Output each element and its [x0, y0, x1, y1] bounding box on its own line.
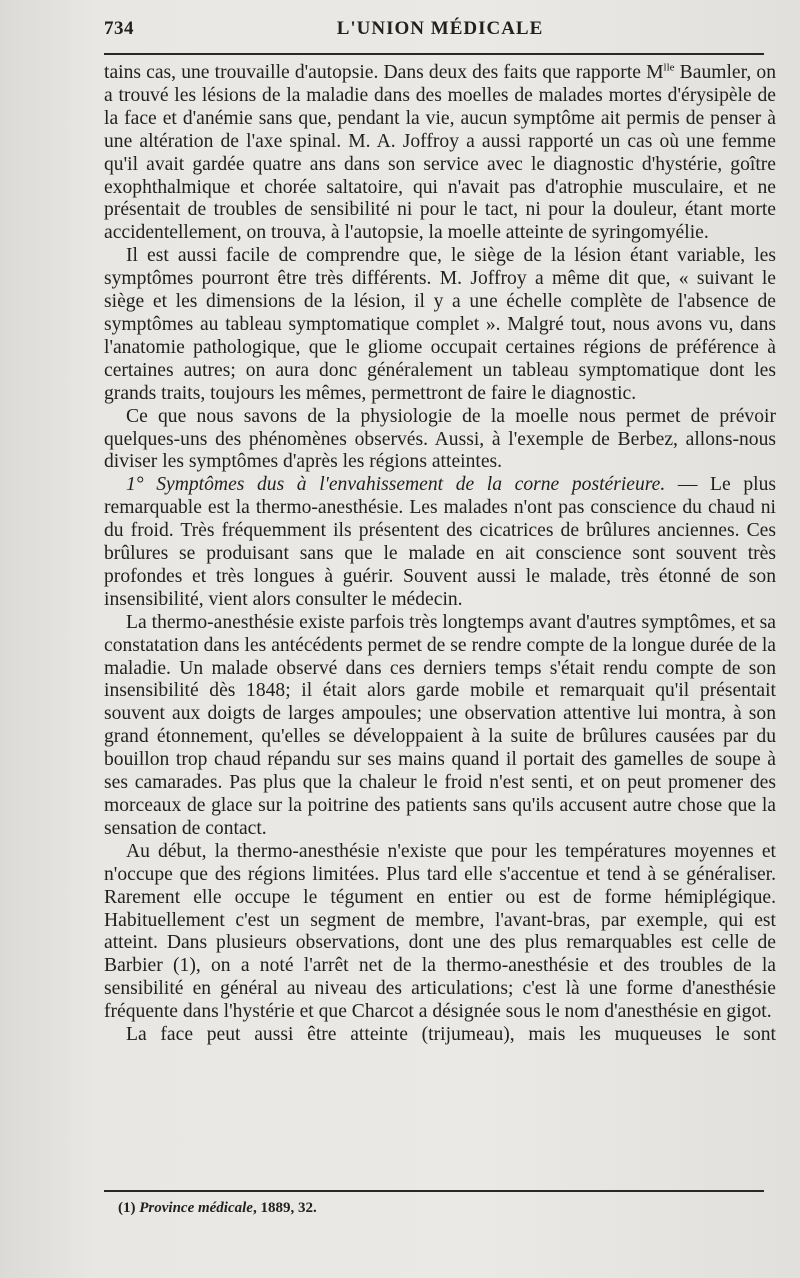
- paragraph-text: — Le plus remarquable est la thermo-anesthésie. Les malades n'ont pas conscience du chaud ni du froid. Très fréquemment ils présentent des cicatrices de brûlures anciennes. Ces brûlures se produisant sans que le malade en ait conscience sont souvent très profondes et très longues à guérir. Souvent aussi le malade, très étonné de son insensibilité, vient alors consulter le médecin.: [104, 474, 776, 610]
- paragraph: [104, 474, 776, 611]
- paragraph-text: Baumler, on a trouvé les lésions de la maladie dans des moelles de malades mortes d'érysipèle de la face et d'anémie sans que, pendant la vie, aucun symptôme ait permis de penser à une altération de l'axe spinal. M. A. Joffroy a aussi rapporté un cas où une femme qu'il avait gardée quatre ans dans son service avec le diagnostic d'hystérie, goître exophthalmique et chorée saltatoire, qui n'avait pas d'atrophie musculaire, et ne présentait de troubles de sensibilité ni pour le tact, ni pour la douleur, étant morte accidentellement, on trouva, à l'autopsie, la moelle atteinte de syringomyélie.: [104, 62, 776, 244]
- footnote-marker: (1): [118, 1200, 136, 1216]
- footnote: [118, 1200, 317, 1217]
- paragraph-text: Au début, la thermo-anesthésie n'existe que pour les températures moyennes et n'occupe que des régions limitées. Plus tard elle s'accentue et tend à se généraliser. Rarement elle occupe le tégument en entier ou est de forme hémiplégique. Habituellement c'est un segment de membre, l'avant-bras, par exemple, qui est atteint. Dans plusieurs observations, dont une des plus remarquables est celle de Barbier (1), on a noté l'arrêt net de la thermo-anesthésie et des troubles de la sensibilité en général au niveau des articulations; c'est là une forme d'anesthésie fréquente dans l'hystérie et que Charcot a désignée sous le nom d'anesthésie en gigot.: [104, 840, 776, 1023]
- paragraph: [104, 841, 776, 1024]
- header-rule: [104, 53, 764, 55]
- paragraph-text: Ce que nous savons de la physiologie de la moelle nous permet de prévoir quelques-uns des phénomènes observés. Aussi, à l'exemple de Berbez, allons-nous diviser les symptômes d'après les régions atteintes.: [104, 405, 776, 473]
- running-title: L'UNION MÉDICALE: [336, 18, 544, 39]
- superscript: lle: [663, 61, 675, 74]
- page-number: 734: [104, 18, 134, 39]
- running-header: [104, 14, 776, 48]
- paragraph: [104, 62, 776, 245]
- paragraph-text: La thermo-anesthésie existe parfois très longtemps avant d'autres symptômes, et sa constatation dans les antécédents permet de se rendre compte de la longue durée de la maladie. Un malade observé dans ces derniers temps s'était rendu compte de son insensibilité dès 1848; il était alors garde mobile et remarquait qu'il présentait souvent aux doigts de larges ampoules; une observation attentive lui montra, à son grand étonnement, qu'elles se développaient à la suite de brûlures causées par du bouillon trop chaud répandu sur ses mains quand il portait des gamelles de soupe à ses camarades. Pas plus que la chaleur le froid n'est senti, et on peut promener des morceaux de glace sur la poitrine des patients sans qu'ils accusent autre chose que la sensation de contact.: [104, 611, 776, 839]
- paragraph: [104, 1024, 776, 1047]
- footnote-rule: [104, 1190, 764, 1192]
- paragraph: [104, 406, 776, 475]
- paragraph: [104, 245, 776, 405]
- section-heading: 1° Symptômes dus à l'envahissement de la corne postérieure.: [126, 474, 666, 496]
- paragraph: [104, 612, 776, 841]
- paragraph-text: La face peut aussi être atteinte (trijumeau), mais les muqueuses le sont: [126, 1024, 776, 1046]
- paragraph-text: tains cas, une trouvaille d'autopsie. Dans deux des faits que rapporte M: [104, 62, 664, 83]
- footnote-source: Province médicale: [139, 1200, 253, 1216]
- paragraph-text: Il est aussi facile de comprendre que, le siège de la lésion étant variable, les symptômes pourront être très différents. M. Joffroy a même dit que, « suivant le siège et les dimensions de la lésion, il y a une échelle complète de l'absence de symptômes au tableau symptomatique complet ». Malgré tout, nous avons vu, dans l'anatomie pathologique, que le gliome occupait certaines régions de préférence à certaines autres; on aura donc généralement un tableau symptomatique dont les grands traits, toujours les mêmes, permettront de faire le diagnostic.: [104, 245, 776, 404]
- body-text: [104, 62, 776, 1047]
- footnote-ref: , 1889, 32.: [252, 1200, 317, 1216]
